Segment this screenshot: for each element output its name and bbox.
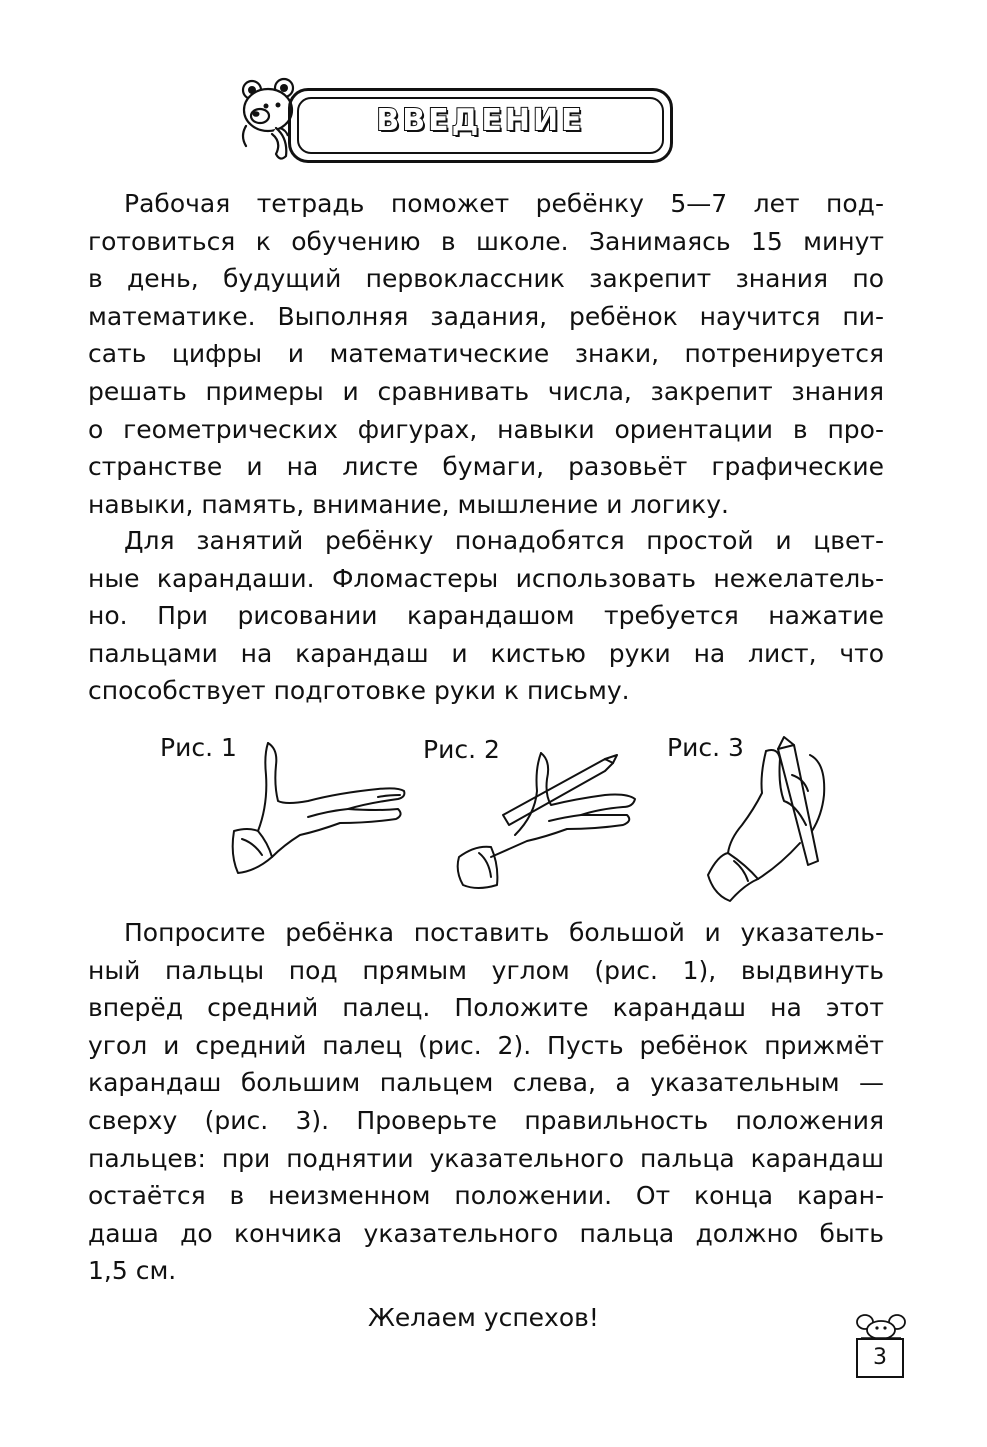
figure-2-label: Рис. 2 (423, 735, 500, 764)
text-line: вперёд средний палец. Положите карандаш на этот (88, 993, 884, 1023)
text-line: странстве и на листе бумаги, разовьёт графические (88, 452, 884, 482)
text-line: навыки, память, внимание, мышление и логику. (88, 489, 729, 519)
text-line: Для занятий ребёнку понадобятся простой и цвет- (124, 526, 884, 555)
text-line: 1,5 см. (88, 1256, 177, 1286)
text-line: ный пальцы под прямым углом (рис. 1), выдвинуть (88, 955, 884, 985)
materials-paragraph (88, 522, 884, 710)
text-line: математике. Выполняя задания, ребёнок научится пи- (88, 301, 884, 331)
text-line: способствует подготовке руки к письму. (88, 676, 630, 706)
text-line: о геометрических фигурах, навыки ориентации в про- (88, 414, 884, 444)
instructions-paragraph (88, 914, 884, 1290)
intro-paragraph (88, 185, 884, 523)
hand-with-pencil-icon (458, 753, 635, 888)
closing-wish: Желаем успехов! (368, 1303, 599, 1332)
text-line: готовиться к обучению в школе. Занимаясь 15 минут (88, 226, 884, 256)
text-line: остаётся в неизменном положении. От конца каран- (88, 1181, 884, 1211)
figure-3-label: Рис. 3 (667, 733, 744, 762)
text-line: сать цифры и математические знаки, потренируется (88, 339, 884, 369)
text-line: Попросите ребёнка поставить большой и указатель- (124, 918, 884, 947)
text-line: сверху (рис. 3). Проверьте правильность положения (88, 1105, 884, 1135)
text-line: но. При рисовании карандашом требуется нажатие (88, 601, 884, 631)
text-line: пальцами на карандаш и кистью руки на лист, что (88, 638, 884, 668)
page-number: 3 (856, 1338, 904, 1378)
text-line: карандаш большим пальцем слева, а указательным — (88, 1068, 884, 1098)
hand-right-angle-icon (228, 735, 413, 875)
mouse-mascot-icon (853, 1310, 909, 1340)
title-banner (288, 88, 673, 163)
text-line: ные карандаши. Фломастеры использовать нежелатель- (88, 563, 884, 593)
text-line: пальцев: при поднятии указательного пальца карандаш (88, 1143, 884, 1173)
page-title: ВВЕДЕНИЕ (376, 103, 585, 138)
hand-holding-pencil-icon (708, 737, 824, 901)
text-line: в день, будущий первоклассник закрепит знания по (88, 264, 884, 294)
figure-1-label: Рис. 1 (160, 733, 237, 762)
text-line: даша до кончика указательного пальца должно быть (88, 1218, 884, 1248)
text-line: Рабочая тетрадь поможет ребёнку 5—7 лет под- (124, 189, 884, 218)
text-line: решать примеры и сравнивать числа, закрепит знания (88, 376, 884, 406)
text-line: угол и средний палец (рис. 2). Пусть ребёнок прижмёт (88, 1030, 884, 1060)
